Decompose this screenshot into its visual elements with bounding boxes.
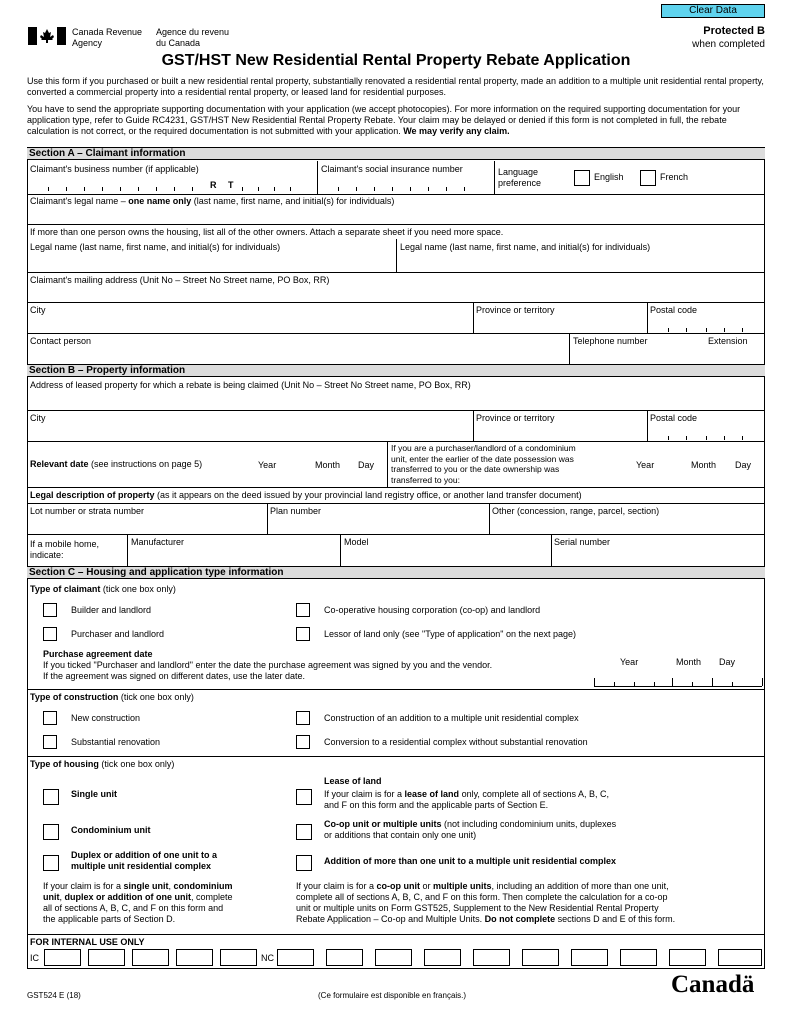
purchaser-landlord-label: Purchaser and landlord — [71, 629, 165, 639]
section-a-header: Section A – Claimant information — [27, 147, 765, 160]
addition-multiple-unit-checkbox[interactable] — [296, 711, 310, 725]
new-construction-checkbox[interactable] — [43, 711, 57, 725]
manufacturer-label: Manufacturer — [131, 537, 185, 547]
nc-box-2[interactable] — [326, 949, 363, 966]
relevant-date-label: Relevant date (see instructions on page 5) — [30, 459, 203, 469]
extension-label: Extension — [708, 336, 748, 346]
ic-label: IC — [30, 953, 39, 963]
nc-box-1[interactable] — [277, 949, 314, 966]
province-field[interactable] — [476, 317, 644, 331]
addition-more-units-label: Addition of more than one unit to a multiple unit residential complex — [324, 856, 617, 866]
intro-paragraph-2: You have to send the appropriate supporting documentation with your application (we accept photocopies). For more information on the required supporting documentation for your application type, refer to Guide RC4231, GST/HST New Residential Rental Property Rebate. Your claim may be delayed or denied if this form is not completed in full, the rebate calculation is not correct, or the required documentation is not submitted with your application. We may verify any claim. — [27, 104, 741, 136]
relevant-date-day-label: Day — [358, 460, 375, 470]
conversion-label: Conversion to a residential complex without substantial renovation — [324, 737, 588, 747]
nc-box-7[interactable] — [571, 949, 608, 966]
condo-date-day-label: Day — [735, 460, 752, 470]
lot-number-field[interactable] — [30, 518, 264, 532]
property-city-label: City — [30, 413, 46, 423]
serial-number-label: Serial number — [554, 537, 611, 547]
coop-landlord-checkbox[interactable] — [296, 603, 310, 617]
plan-number-field[interactable] — [270, 518, 486, 532]
purchase-date-year-label: Year — [620, 657, 639, 667]
protected-b-label: Protected B — [703, 25, 765, 37]
purchase-agreement-date-title: Purchase agreement date — [43, 649, 153, 659]
addition-more-units-checkbox[interactable] — [296, 855, 312, 871]
postal-code-label: Postal code — [650, 305, 698, 315]
serial-number-field[interactable] — [554, 549, 762, 563]
contact-person-label: Contact person — [30, 336, 92, 346]
condo-date-year-label: Year — [636, 460, 655, 470]
coop-instructions: If your claim is for a co-op unit or multiple units, including an addition of more than one unit, complete all of sections A, B, C, and F on this form. Then complete the calculation for a co-op unit or multiple units on Form GST525, Supplement to the New Residential Rental Property Rebate Application – Co-op and Multiple Units. Do not complete sections D and E of this form. — [296, 881, 676, 924]
builder-landlord-checkbox[interactable] — [43, 603, 57, 617]
substantial-renovation-label: Substantial renovation — [71, 737, 161, 747]
lessor-checkbox[interactable] — [296, 627, 310, 641]
other-owner-legal-name-1-field[interactable] — [30, 254, 392, 270]
section-b-header: Section B – Property information — [27, 364, 765, 377]
purchase-agreement-date-note: If you ticked "Purchaser and landlord" enter the date the purchase agreement was signed by you and the vendor. If the agreement was signed on different dates, use the later date. — [43, 660, 493, 681]
internal-use-title: FOR INTERNAL USE ONLY — [30, 937, 145, 947]
property-address-field[interactable] — [30, 392, 762, 408]
nc-label: NC — [261, 953, 274, 963]
form-number: GST524 E (18) — [27, 991, 81, 1000]
property-city-field[interactable] — [30, 425, 470, 439]
condo-possession-note: If you are a purchaser/landlord of a condominium unit, enter the earlier of the date possession was transferred to you or the date ownership was transferred to you: — [391, 443, 576, 485]
model-label: Model — [344, 537, 369, 547]
relevant-date-year-label: Year — [258, 460, 277, 470]
new-construction-label: New construction — [71, 713, 141, 723]
property-address-label: Address of leased property for which a rebate is being claimed (Unit No – Street No Street name, PO Box, RR) — [30, 380, 471, 390]
when-completed-label: when completed — [692, 39, 765, 50]
duplex-checkbox[interactable] — [43, 855, 59, 871]
rt-letter-t: T — [228, 180, 234, 190]
city-label: City — [30, 305, 46, 315]
purchase-date-field[interactable] — [594, 669, 762, 687]
french-checkbox[interactable] — [640, 170, 656, 186]
ic-box-2[interactable] — [88, 949, 125, 966]
lease-of-land-checkbox[interactable] — [296, 789, 312, 805]
relevant-date-field[interactable] — [246, 472, 382, 486]
other-owner-legal-name-2-label: Legal name (last name, first name, and initial(s) for individuals) — [400, 242, 651, 252]
type-of-construction-label: Type of construction (tick one box only) — [30, 692, 194, 702]
manufacturer-field[interactable] — [131, 549, 337, 563]
ic-box-3[interactable] — [132, 949, 169, 966]
condominium-unit-label: Condominium unit — [71, 825, 151, 835]
single-unit-instructions: If your claim is for a single unit, condominium unit, duplex or addition of one unit, complete all of sections A, B, C, and F on this form and the applicable parts of Section D. — [43, 881, 233, 924]
lease-of-land-note: If your claim is for a lease of land only, complete all of sections A, B, C, and F on this form and the applicable parts of Section E. — [324, 789, 609, 810]
property-province-label: Province or territory — [476, 413, 555, 423]
lessor-label: Lessor of land only (see "Type of application" on the next page) — [324, 629, 577, 639]
legal-name-label: Claimant's legal name – one name only (last name, first name, and initial(s) for individuals) — [30, 196, 395, 206]
business-number-label: Claimant's business number (if applicable) — [30, 164, 199, 174]
english-checkbox[interactable] — [574, 170, 590, 186]
city-field[interactable] — [30, 317, 470, 331]
mailing-address-label: Claimant's mailing address (Unit No – Street No Street name, PO Box, RR) — [30, 275, 330, 285]
agency-name-fr: Agence du revenu du Canada — [156, 27, 230, 48]
canada-flag-icon — [28, 27, 66, 45]
nc-box-5[interactable] — [473, 949, 510, 966]
relevant-date-month-label: Month — [315, 460, 341, 470]
lease-of-land-title: Lease of land — [324, 776, 382, 786]
other-owners-note: If more than one person owns the housing, list all of the other owners. Attach a separate sheet if you need more space. — [30, 227, 504, 237]
single-unit-checkbox[interactable] — [43, 789, 59, 805]
other-description-label: Other (concession, range, parcel, section) — [492, 506, 660, 516]
coop-multiple-units-label: Co-op unit or multiple units (not including condominium units, duplexes or additions that contain only one unit) — [324, 819, 617, 840]
other-description-field[interactable] — [492, 518, 762, 532]
lot-number-label: Lot number or strata number — [30, 506, 145, 516]
telephone-label: Telephone number — [573, 336, 648, 346]
ic-box-4[interactable] — [176, 949, 213, 966]
clear-data-button[interactable]: Clear Data — [661, 4, 765, 18]
mobile-home-label: If a mobile home, indicate: — [30, 539, 100, 560]
conversion-checkbox[interactable] — [296, 735, 310, 749]
condo-date-field[interactable] — [620, 472, 762, 486]
other-owner-legal-name-2-field[interactable] — [400, 254, 762, 270]
agency-name-en: Canada Revenue Agency — [72, 27, 143, 48]
ic-box-1[interactable] — [44, 949, 81, 966]
condominium-unit-checkbox[interactable] — [43, 824, 59, 840]
sin-field[interactable] — [321, 176, 491, 192]
english-label: English — [594, 172, 624, 182]
plan-number-label: Plan number — [270, 506, 322, 516]
contact-person-field[interactable] — [30, 348, 566, 362]
condo-date-month-label: Month — [691, 460, 717, 470]
nc-box-9[interactable] — [669, 949, 706, 966]
coop-multiple-units-checkbox[interactable] — [296, 824, 312, 840]
language-preference-label: Language preference — [498, 167, 542, 188]
single-unit-label: Single unit — [71, 789, 117, 799]
sin-label: Claimant's social insurance number — [321, 164, 463, 174]
property-postal-code-label: Postal code — [650, 413, 698, 423]
other-owner-legal-name-1-label: Legal name (last name, first name, and initial(s) for individuals) — [30, 242, 281, 252]
telephone-field[interactable] — [573, 348, 701, 362]
mailing-address-field[interactable] — [30, 287, 762, 300]
purchase-date-day-label: Day — [719, 657, 736, 667]
duplex-label: Duplex or addition of one unit to a multiple unit residential complex — [71, 850, 217, 871]
nc-box-8[interactable] — [620, 949, 657, 966]
page-title: GST/HST New Residential Rental Property Rebate Application — [161, 52, 631, 69]
nc-box-6[interactable] — [522, 949, 559, 966]
nc-box-3[interactable] — [375, 949, 412, 966]
substantial-renovation-checkbox[interactable] — [43, 735, 57, 749]
province-label: Province or territory — [476, 305, 555, 315]
french-label: French — [660, 172, 689, 182]
nc-box-10[interactable] — [718, 949, 762, 966]
property-province-field[interactable] — [476, 425, 644, 439]
type-of-housing-label: Type of housing (tick one box only) — [30, 759, 175, 769]
ic-box-5[interactable] — [220, 949, 257, 966]
legal-description-label: Legal description of property (as it appears on the deed issued by your provincial land registry office, or another land transfer document) — [30, 490, 582, 500]
addition-multiple-unit-label: Construction of an addition to a multiple unit residential complex — [324, 713, 579, 723]
intro-paragraph-1: Use this form if you purchased or built a new residential rental property, substantially renovated a residential rental property, made an addition to a multiple unit residential rental property, converted a commercial property into a residential rental property, or leased land for residential purposes. — [27, 76, 764, 97]
model-field[interactable] — [344, 549, 548, 563]
type-of-claimant-label: Type of claimant (tick one box only) — [30, 584, 176, 594]
nc-box-4[interactable] — [424, 949, 461, 966]
french-availability-note: (Ce formulaire est disponible en français.) — [318, 991, 467, 1000]
business-number-field[interactable] — [32, 176, 314, 192]
section-c-header: Section C – Housing and application type information — [27, 566, 765, 579]
extension-field[interactable] — [706, 348, 762, 362]
builder-landlord-label: Builder and landlord — [71, 605, 152, 615]
purchaser-landlord-checkbox[interactable] — [43, 627, 57, 641]
coop-landlord-label: Co-operative housing corporation (co-op) and landlord — [324, 605, 541, 615]
canada-wordmark: Canadä — [671, 971, 755, 998]
rt-letter-r: R — [210, 180, 217, 190]
purchase-date-month-label: Month — [676, 657, 702, 667]
legal-name-field[interactable] — [30, 208, 762, 222]
